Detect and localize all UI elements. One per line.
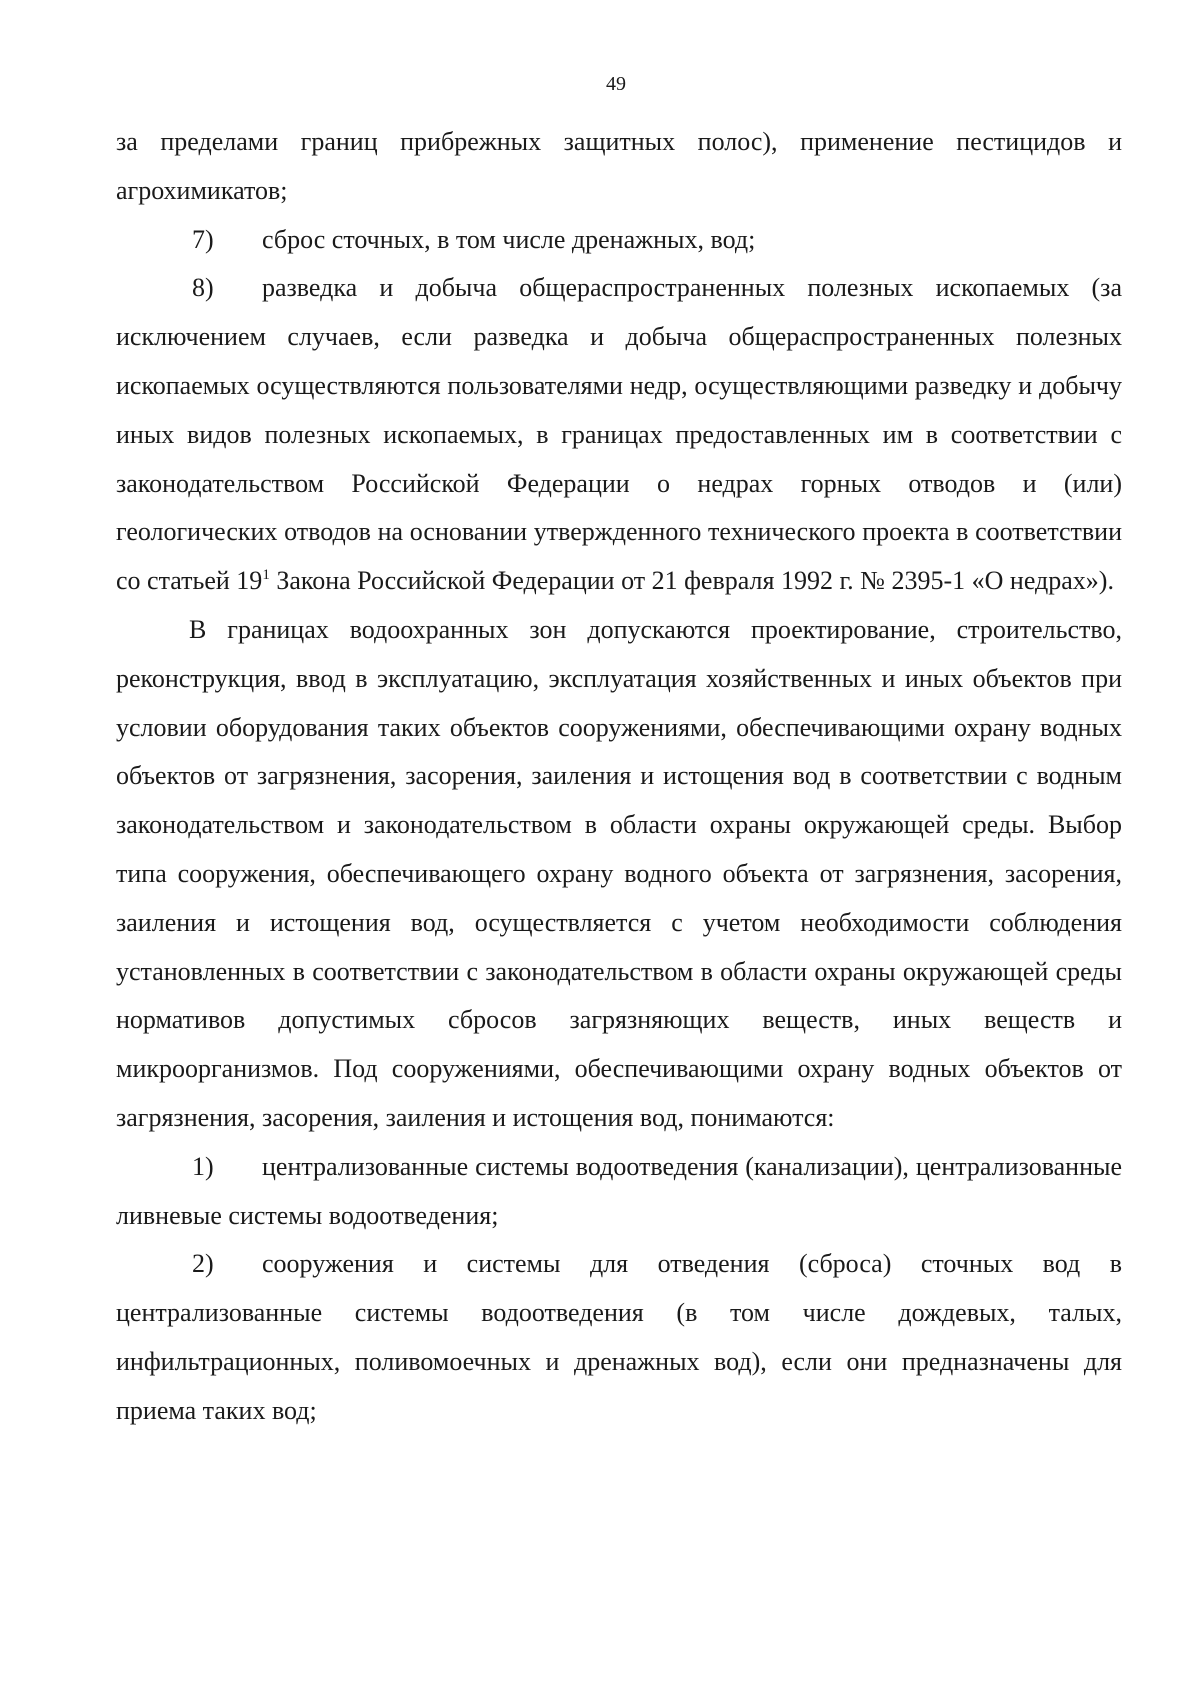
list-item-7 <box>116 216 1122 265</box>
list-item-8 <box>116 264 1122 606</box>
list-item-1 <box>116 1143 1122 1241</box>
list-item-text: разведка и добыча общераспространенных полезных ископаемых (за исключением случаев, если разведка и добыча общераспространенных полезных ископаемых осуществляются пользователями недр, осуществляющими разведку и добычу иных видов полезных ископаемых, в границах предоставленных им в соответствии с законодательством Российской Федерации о недрах горных отводов и (или) геологических отводов на основании утвержденного технического проекта в соответствии со статьей 19 <box>116 273 1122 596</box>
list-item-text-continued: Закона Российской Федерации от 21 февраля 1992 г. № 2395-1 «О недрах»). <box>269 566 1114 596</box>
paragraph-continuation: за пределами границ прибрежных защитных полос), применение пестицидов и агрохимикатов; <box>116 127 1122 205</box>
list-item-text: сооружения и системы для отведения (сброса) сточных вод в централизованные системы водоотведения (в том числе дождевых, талых, инфильтрационных, поливомоечных и дренажных вод), если они предназначены для приема таких вод; <box>116 1249 1122 1425</box>
list-item-2 <box>116 1240 1122 1435</box>
list-item-number: 8) <box>192 273 214 303</box>
footnote-superscript: 1 <box>262 567 270 584</box>
page-number: 49 <box>606 73 626 95</box>
document-body <box>116 118 1122 1436</box>
list-item-text: централизованные системы водоотведения (канализации), централизованные ливневые системы водоотведения; <box>116 1151 1122 1230</box>
list-item-number: 2) <box>192 1249 214 1279</box>
paragraph-main: В границах водоохранных зон допускаются проектирование, строительство, реконструкция, ввод в эксплуатацию, эксплуатация хозяйственных и иных объектов при условии оборудования таких объектов сооружениями, обеспечивающими охрану водных объектов от загрязнения, засорения, заиления и истощения вод в соответствии с водным законодательством и законодательством в области охраны окружающей среды. Выбор типа сооружения, обеспечивающего охрану водного объекта от загрязнения, засорения, заиления и истощения вод, осуществляется с учетом необходимости соблюдения установленных в соответствии с законодательством в области охраны окружающей среды нормативов допустимых сбросов загрязняющих веществ, иных веществ и микроорганизмов. Под сооружениями, обеспечивающими охрану водных объектов от загрязнения, засорения, заиления и истощения вод, понимаются: <box>116 614 1122 1132</box>
list-item-number: 1) <box>192 1151 214 1181</box>
list-item-text: сброс сточных, в том числе дренажных, вод; <box>262 224 756 254</box>
list-item-number: 7) <box>192 224 214 254</box>
